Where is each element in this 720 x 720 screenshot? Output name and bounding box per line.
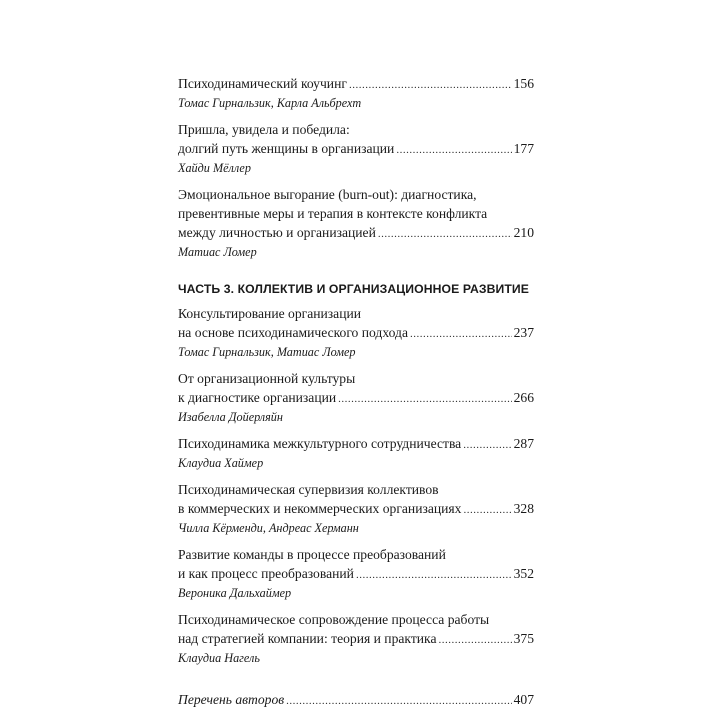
entry-title: и как процесс преобразований (178, 566, 354, 581)
table-of-contents (178, 74, 534, 720)
dot-leader (338, 390, 511, 409)
dot-leader (396, 141, 511, 160)
page-number: 287 (513, 436, 534, 451)
entry-title: превентивные меры и терапия в контексте конфликта (178, 206, 488, 221)
entry-title-line (178, 369, 534, 388)
entry-title-line (178, 610, 534, 629)
entry-authors: Матиас Ломер (178, 245, 257, 259)
entry-title: Пришла, увидела и победила: (178, 122, 350, 137)
dot-leader (286, 692, 511, 711)
entry-title-line (178, 545, 534, 564)
toc-entry[interactable] (178, 185, 534, 260)
toc-entry[interactable] (178, 480, 534, 536)
toc-entry[interactable] (178, 434, 534, 471)
entry-authors: Чилла Кёрменди, Андреас Херманн (178, 521, 359, 535)
entry-title-line (178, 223, 534, 244)
entry-title-line (178, 185, 534, 204)
entry-title: над стратегией компании: теория и практика (178, 631, 437, 646)
entry-title: Консультирование организации (178, 306, 362, 321)
entry-title-line (178, 564, 534, 585)
dot-leader (438, 631, 511, 650)
dot-leader (463, 501, 511, 520)
page-number: 237 (513, 325, 534, 340)
entry-authors: Томас Гирнальзик, Матиас Ломер (178, 345, 356, 359)
entry-title-line (178, 480, 534, 499)
entry-title: Развитие команды в процессе преобразований (178, 547, 446, 562)
dot-leader (356, 566, 512, 585)
entry-title-line (178, 304, 534, 323)
entry-title-line (178, 434, 534, 455)
entry-title-line (178, 629, 534, 650)
page-number: 266 (513, 390, 534, 405)
entry-title: Перечень авторов (178, 692, 285, 707)
entry-title: Психодинамическая супервизия коллективов (178, 482, 439, 497)
entry-title: Психодинамика межкультурного сотрудничества (178, 436, 462, 451)
entry-title: От организационной культуры (178, 371, 356, 386)
page-number: 328 (513, 501, 534, 516)
entry-authors: Хайди Мёллер (178, 161, 251, 175)
entry-title-line (178, 120, 534, 139)
entry-title-line (178, 74, 534, 95)
entry-authors: Изабелла Дойерляйн (178, 410, 283, 424)
entry-authors: Клаудиа Нагель (178, 651, 260, 665)
page-number: 352 (513, 566, 534, 581)
entry-authors: Клаудиа Хаймер (178, 456, 264, 470)
page-number: 156 (513, 76, 534, 91)
page-number: 375 (513, 631, 534, 646)
page-number: 210 (513, 225, 534, 240)
toc-entry[interactable] (178, 545, 534, 601)
entry-title-line (178, 139, 534, 160)
page-number: 177 (513, 141, 534, 156)
toc-entry[interactable] (178, 120, 534, 176)
entry-title: в коммерческих и некоммерческих организациях (178, 501, 462, 516)
toc-entry[interactable] (178, 304, 534, 360)
entry-title: на основе психодинамического подхода (178, 325, 408, 340)
entry-title-line (178, 499, 534, 520)
toc-entry[interactable] (178, 369, 534, 425)
part-heading[interactable]: ЧАСТЬ 3. КОЛЛЕКТИВ И ОРГАНИЗАЦИОННОЕ РАЗВИТИЕ (178, 282, 530, 296)
entry-title-line (178, 388, 534, 409)
toc-entry-authors-index[interactable] (178, 690, 534, 711)
dot-leader (378, 225, 512, 244)
dot-leader (410, 325, 512, 344)
entry-title: Эмоциональное выгорание (burn-out): диагностика, (178, 187, 477, 202)
entry-title: долгий путь женщины в организации (178, 141, 395, 156)
entry-title: к диагностике организации (178, 390, 337, 405)
entry-title: между личностью и организацией (178, 225, 376, 240)
toc-entry[interactable] (178, 610, 534, 666)
entry-title-line (178, 690, 534, 711)
dot-leader (349, 76, 512, 95)
entry-title-line (178, 204, 534, 223)
entry-authors: Томас Гирнальзик, Карла Альбрехт (178, 96, 362, 110)
entry-title: Психодинамическое сопровождение процесса работы (178, 612, 490, 627)
entry-title: Психодинамический коучинг (178, 76, 347, 91)
page-number: 407 (513, 692, 534, 707)
dot-leader (463, 436, 511, 455)
toc-entry[interactable] (178, 74, 534, 111)
entry-title-line (178, 323, 534, 344)
entry-authors: Вероника Дальхаймер (178, 586, 292, 600)
